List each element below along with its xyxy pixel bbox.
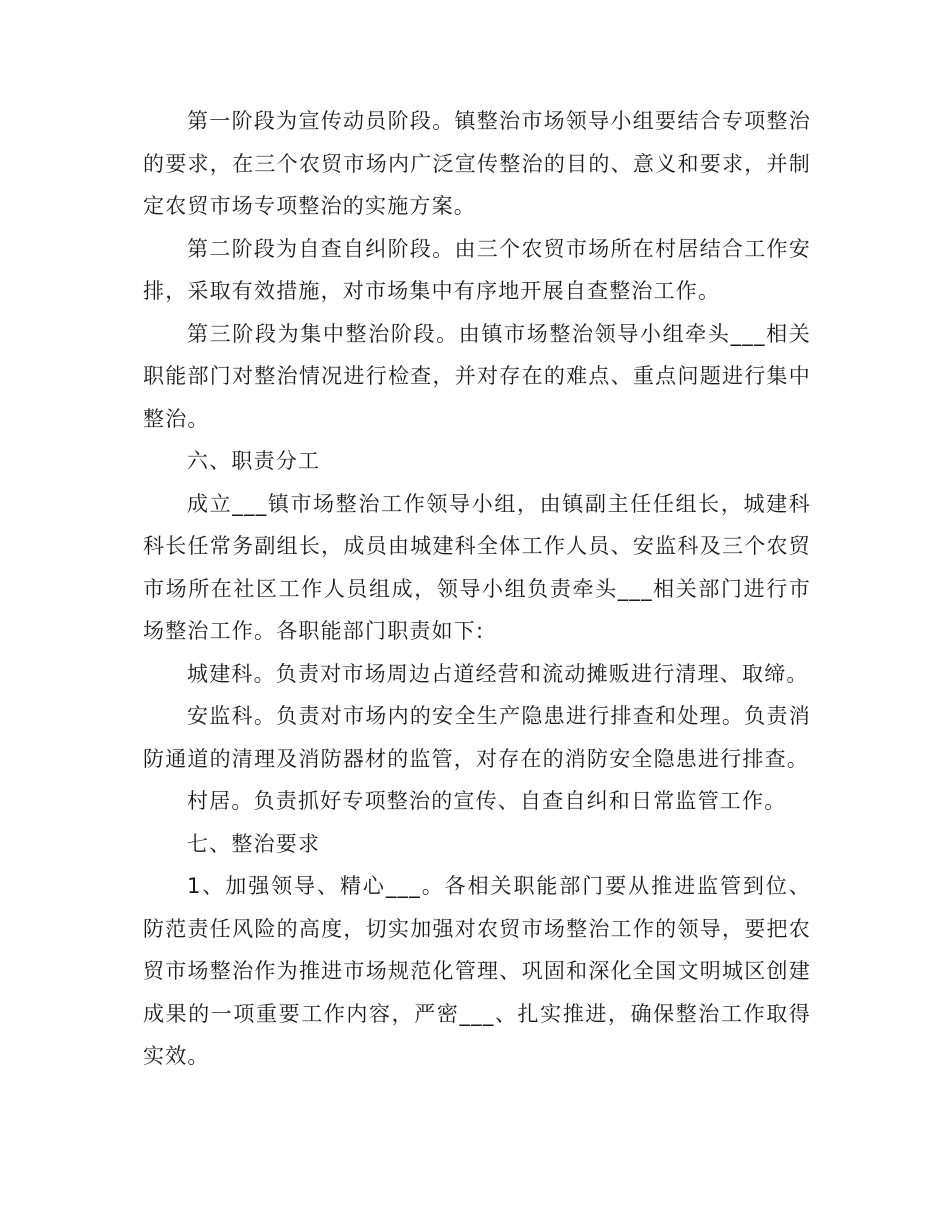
paragraph-village: 村居。负责抓好专项整治的宣传、自查自纠和日常监管工作。 (187, 789, 787, 813)
section-heading-requirements: 七、整治要求 (187, 831, 321, 856)
document-body (143, 100, 811, 1078)
paragraph-urban-construction: 城建科。负责对市场周边占道经营和流动摊贩进行清理、取缔。 (187, 661, 809, 686)
paragraph-stage-three: 第三阶段为集中整治阶段。由镇市场整治领导小组牵头___相关职能部门对整治情况进行检查，并对存在的难点、重点问题进行集中整治。 (143, 321, 811, 431)
paragraph-stage-two: 第二阶段为自查自纠阶段。由三个农贸市场所在村居结合工作安排，采取有效措施，对市场集中有序地开展自查整治工作。 (143, 236, 811, 303)
paragraph-leadership-group: 成立___镇市场整治工作领导小组，由镇副主任任组长，城建科科长任常务副组长，成员由城建科全体工作人员、安监科及三个农贸市场所在社区工作人员组成，领导小组负责牵头___相关部门进行市场整治工作。各职能部门职责如下: (143, 491, 811, 643)
paragraph-safety-supervision: 安监科。负责对市场内的安全生产隐患进行排查和处理。负责消防通道的清理及消防器材的监管，对存在的消防安全隐患进行排查。 (143, 704, 811, 771)
section-heading-responsibilities: 六、职责分工 (187, 449, 321, 473)
paragraph-requirement-one: 1、加强领导、精心___。各相关职能部门要从推进监管到位、防范责任风险的高度，切实加强对农贸市场整治工作的领导，要把农贸市场整治作为推进市场规范化管理、巩固和深化全国文明城区创建成果的一项重要工作内容，严密___、扎实推进，确保整治工作取得实效。 (143, 874, 811, 1068)
paragraph-stage-one: 第一阶段为宣传动员阶段。镇整治市场领导小组要结合专项整治的要求，在三个农贸市场内广泛宣传整治的目的、意义和要求，并制定农贸市场专项整治的实施方案。 (143, 109, 811, 218)
